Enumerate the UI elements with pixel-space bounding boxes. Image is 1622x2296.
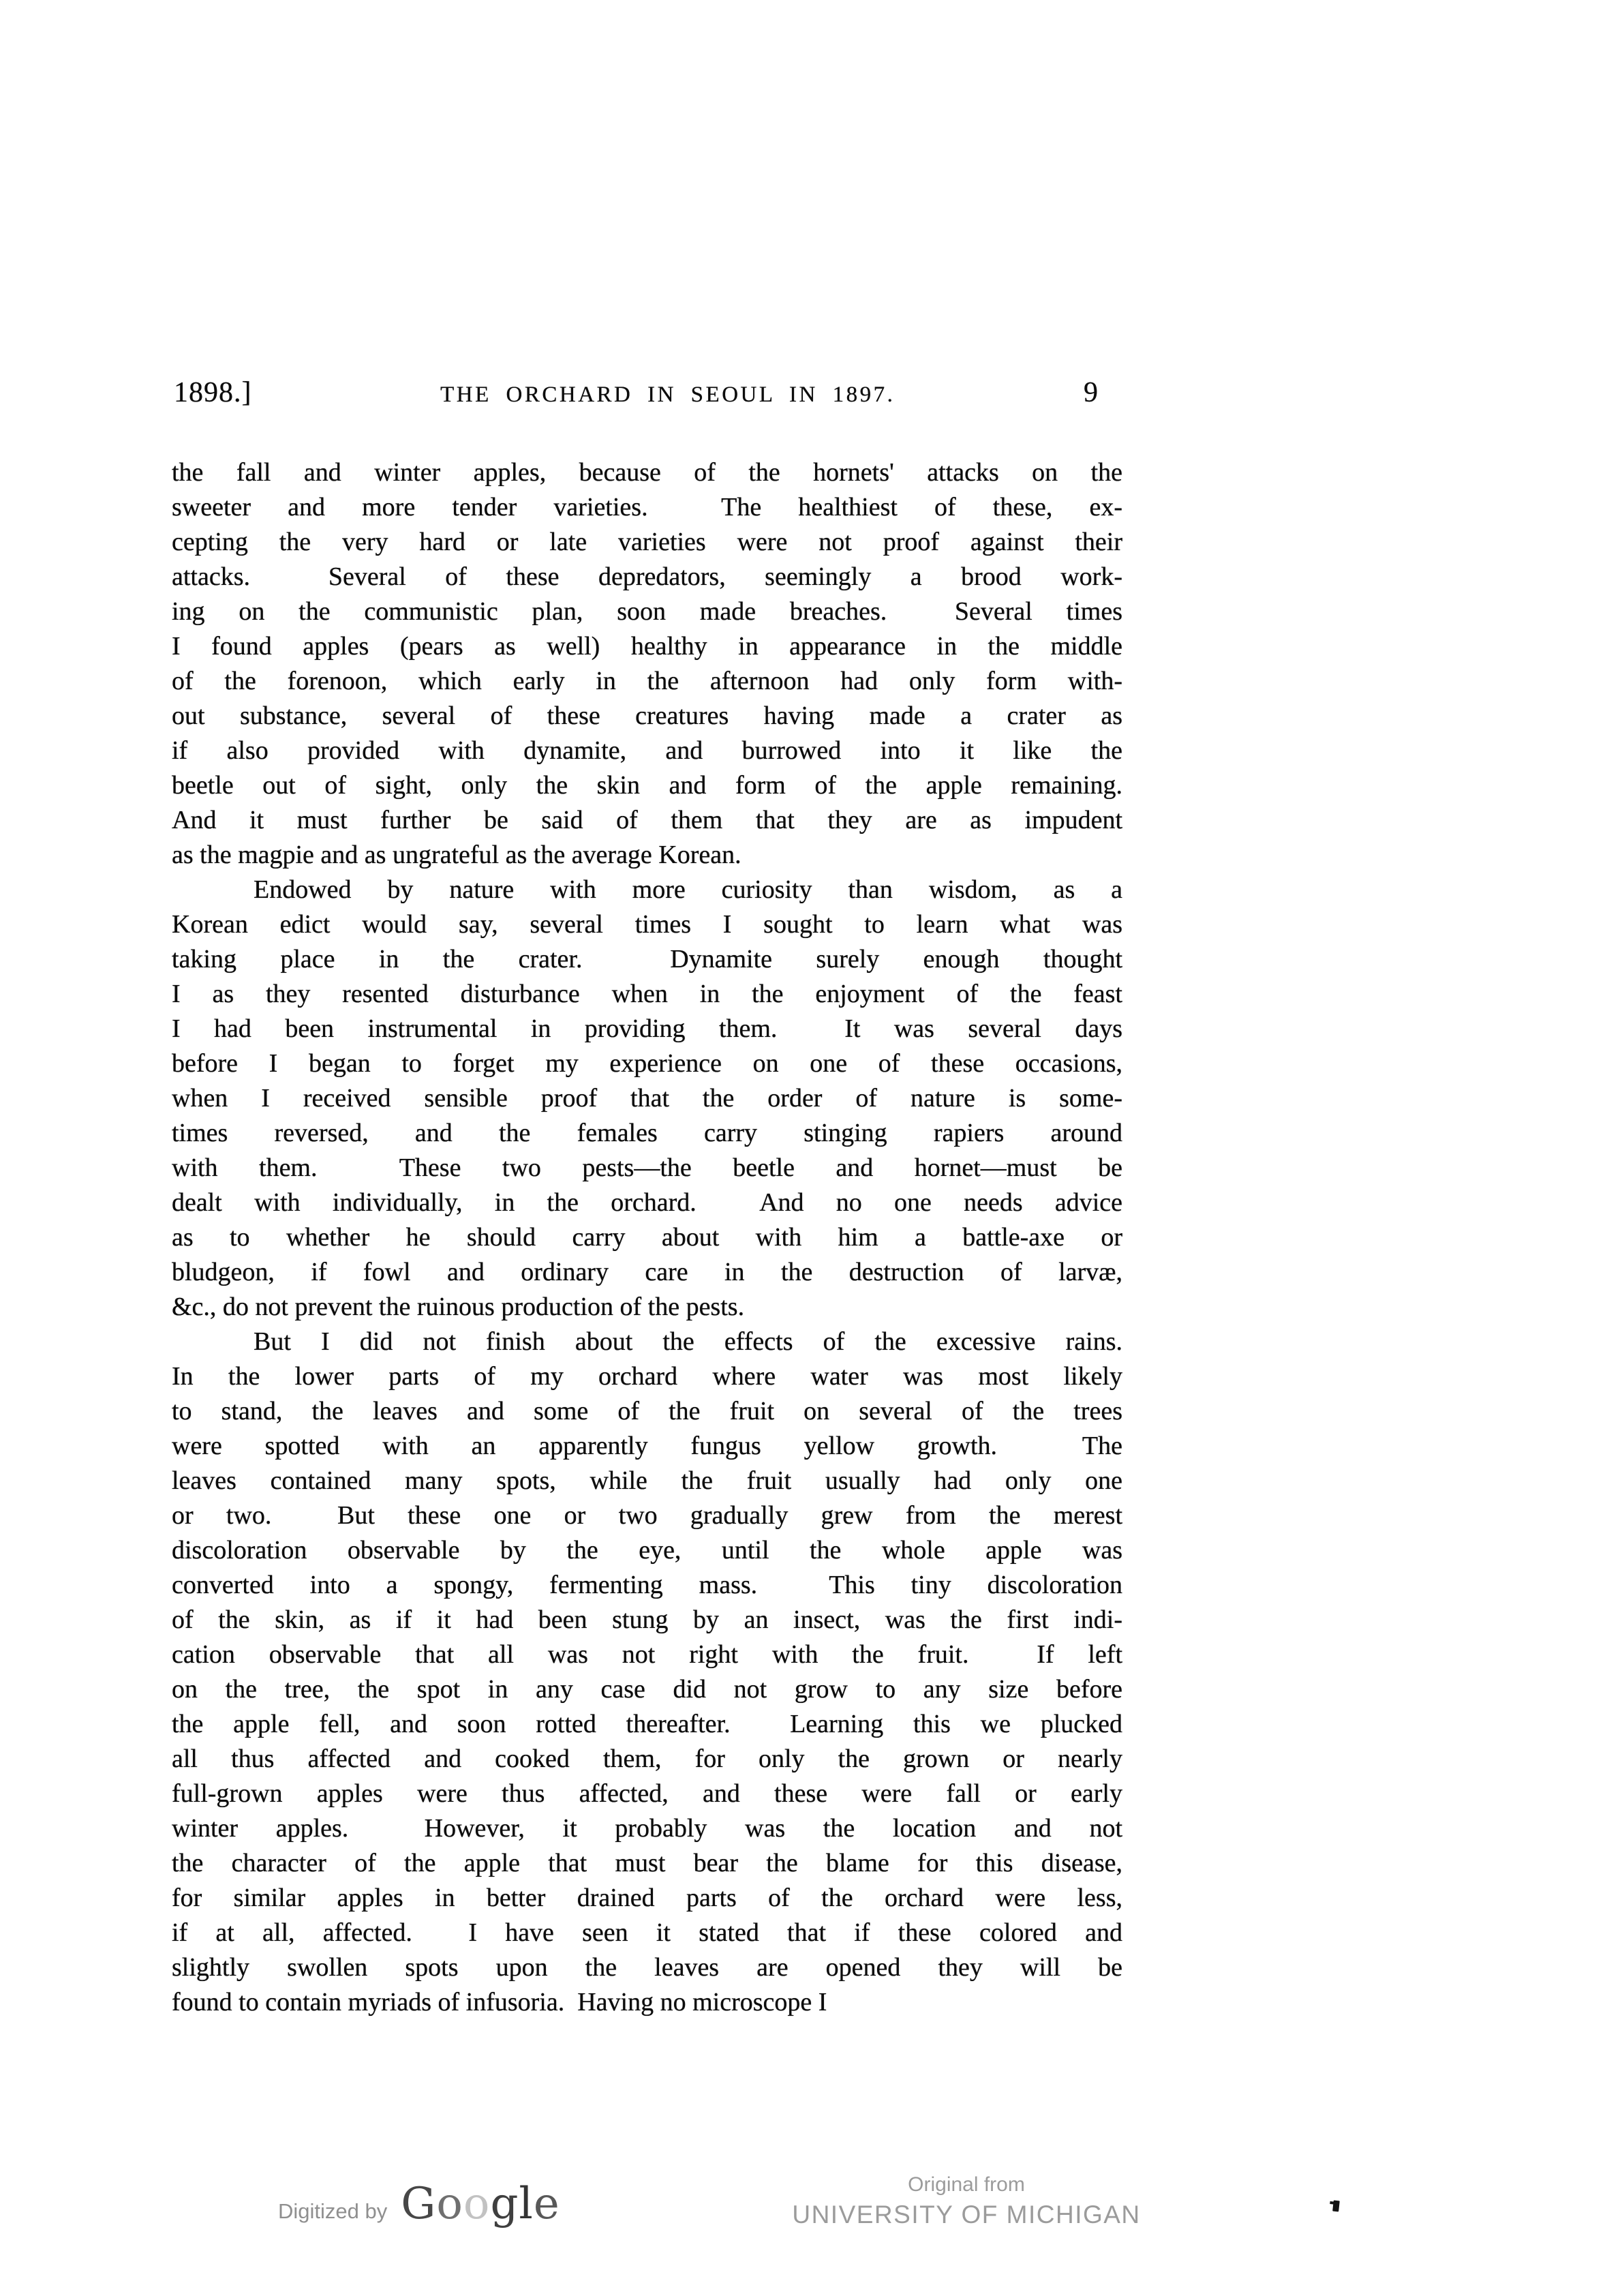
text-line: if at all, affected. I have seen it stated that if these colored and [172,1918,1122,1947]
text-line: &c., do not prevent the ruinous production of the pests. [172,1293,745,1321]
text-line: of the forenoon, which early in the afternoon had only form with- [172,667,1122,695]
text-line: slightly swollen spots upon the leaves are opened they will be [172,1953,1122,1982]
text-line: full-grown apples were thus affected, and these were fall or early [172,1779,1122,1808]
text-line: when I received sensible proof that the order of nature is some- [172,1084,1122,1113]
text-line: Endowed by nature with more curiosity than wisdom, as a [254,875,1122,904]
text-line: with them. These two pests—the beetle and hornet—must be [172,1153,1122,1182]
google-logo-letter: e [533,2179,560,2229]
google-logo-letter: o [436,2179,463,2229]
text-line: before I began to forget my experience on one of these occasions, [172,1049,1122,1078]
text-line: were spotted with an apparently fungus yellow growth. The [172,1432,1122,1460]
text-line: taking place in the crater. Dynamite surely enough thought [172,945,1122,973]
text-line: the fall and winter apples, because of the hornets' attacks on the [172,458,1122,487]
text-line: dealt with individually, in the orchard. And no one needs advice [172,1188,1122,1217]
google-logo-letter: o [463,2179,491,2229]
text-line: of the skin, as if it had been stung by an insect, was the first indi- [172,1605,1122,1634]
text-line: all thus affected and cooked them, for only the grown or nearly [172,1744,1122,1773]
original-from-label: Original from [908,2173,1025,2196]
text-line: as the magpie and as ungrateful as the average Korean. [172,841,741,869]
text-line: for similar apples in better drained parts of the orchard were less, [172,1884,1122,1912]
institution-label: UNIVERSITY OF MICHIGAN [792,2201,1141,2229]
paragraph [172,455,1122,873]
text-line: or two. But these one or two gradually grew from the merest [172,1501,1122,1530]
text-line: leaves contained many spots, while the fruit usually had only one [172,1466,1122,1495]
text-line: the character of the apple that must bear the blame for this disease, [172,1849,1122,1877]
text-line: discoloration observable by the eye, until the whole apple was [172,1536,1122,1565]
body-text [172,455,1122,2020]
text-line: out substance, several of these creatures having made a crater as [172,701,1122,730]
text-line: if also provided with dynamite, and burrowed into it like the [172,736,1122,765]
header-year: 1898.] [174,377,252,408]
text-line: cation observable that all was not right with the fruit. If left [172,1640,1122,1669]
text-line: ing on the communistic plan, soon made breaches. Several times [172,597,1122,626]
text-line: to stand, the leaves and some of the fruit on several of the trees [172,1397,1122,1425]
text-line: I found apples (pears as well) healthy in appearance in the middle [172,632,1122,661]
text-line: cepting the very hard or late varieties were not proof against their [172,528,1122,556]
ink-speck [1332,2201,1340,2212]
text-line: sweeter and more tender varieties. The healthiest of these, ex- [172,493,1122,522]
text-line: I had been instrumental in providing them. It was several days [172,1014,1122,1043]
text-line: the apple fell, and soon rotted thereafter. Learning this we plucked [172,1710,1122,1738]
page-title: THE ORCHARD IN SEOUL IN 1897. [440,382,896,407]
text-line: Korean edict would say, several times I sought to learn what was [172,910,1122,939]
text-line: And it must further be said of them that they are as impudent [172,806,1122,834]
text-line: as to whether he should carry about with him a battle-axe or [172,1223,1122,1252]
paragraph [172,1325,1122,2020]
running-head [174,376,1098,409]
text-line: times reversed, and the females carry stinging rapiers around [172,1119,1122,1147]
text-line: beetle out of sight, only the skin and form of the apple remaining. [172,771,1122,800]
text-line: bludgeon, if fowl and ordinary care in the destruction of larvæ, [172,1258,1122,1286]
google-logo-letter: g [490,2179,519,2229]
google-logo [401,2179,560,2229]
text-line: on the tree, the spot in any case did not grow to any size before [172,1675,1122,1704]
text-line: attacks. Several of these depredators, seemingly a brood work- [172,562,1122,591]
text-line: converted into a spongy, fermenting mass. This tiny discoloration [172,1571,1122,1599]
text-line: In the lower parts of my orchard where water was most likely [172,1362,1122,1391]
footer-provenance [762,2173,1171,2229]
text-line: winter apples. However, it probably was the location and not [172,1814,1122,1843]
digitized-by-label: Digitized by [278,2199,388,2223]
text-line: But I did not finish about the effects of the excessive rains. [254,1327,1122,1356]
footer-digitized [278,2179,560,2229]
page-number: 9 [1083,377,1098,408]
text-line: I as they resented disturbance when in the enjoyment of the feast [172,980,1122,1008]
google-logo-letter: G [401,2179,437,2229]
google-logo-letter: l [519,2179,534,2229]
text-line: found to contain myriads of infusoria. Having no microscope I [172,1988,827,2016]
paragraph [172,873,1122,1325]
